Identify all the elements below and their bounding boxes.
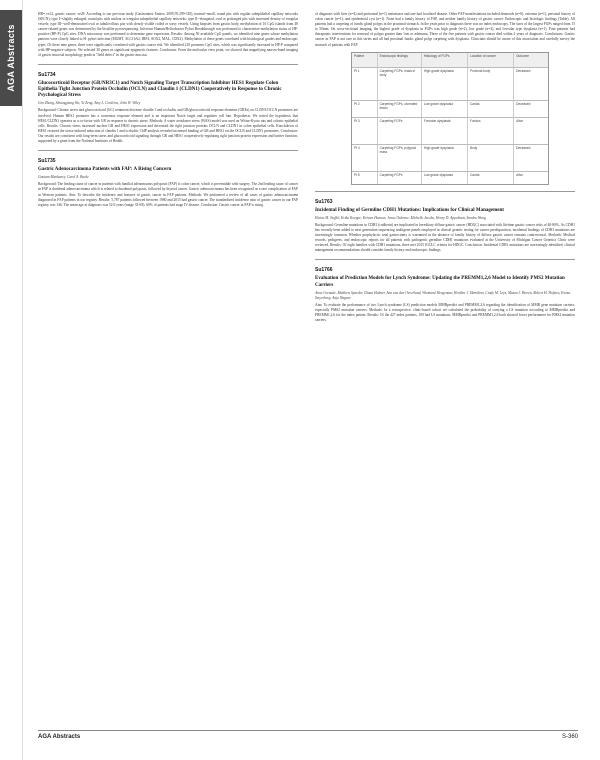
table-cell: Carpeting FGPs, polypoid mass (377, 145, 421, 171)
table-header-cell: Location of cancer (467, 53, 513, 67)
table-cell: Cardia (467, 172, 513, 184)
abstract-authors: Gautam Mankaney, Carol A. Burke (38, 175, 89, 180)
table-cell: Carpeting FGPs, ulcerated lesion (377, 101, 421, 117)
abstract-title: Incidental Finding of Germline CDH1 Mutations: Implications for Clinical Management (315, 207, 504, 213)
table-row (352, 144, 548, 171)
table-cell: Pt 5 (354, 172, 360, 177)
abstract-body: Background: Chronic stress and glucocorticoid (GC) treatment decrease claudin 1 and occludin, and GR/glucocorticoid response elements (GREs) on CLDN1/OCLN promoters are involved. Human HES1 promoter has a consensus response element and is an important Notch target and regulates cell fate. Hypothesis: We tested the hypothesis that HES1/CLDN1 operates as a co-factor with GR in response to chronic stress. Methods: A water avoidance stress (WAS) model was used on Wistar-Kyoto rats and colonic epithelial cells. Results: Chronic stress increased nuclear GR and HES1 expression and decreased the tight junction proteins OCLN and CLDN1 in colon epithelial cells. Knockdown of HES1 restored the stress-induced reduction of claudin 1 and occludin. ChIP analysis revealed increased binding of GR and HES1 on the OCLN and CLDN1 promoters. Conclusion: Our results are consistent with long-term stress and glucocorticoid signaling through GR and HES1 cooperatively regulating tight junction protein expression and barrier function, supported by a grant from the National Institutes of Health. (38, 108, 298, 144)
table-cell: Deceased (513, 68, 548, 100)
table-cell: Foveolar dysplasia (421, 118, 467, 144)
table-cell: Alive (513, 172, 548, 184)
abstract-authors: Elaine M. Stoffel, Erika Koeppe, Kristen Hanson, Jenae Osborne, Michelle Jacobs, Henry D. Appelman, Sandra Wong (315, 215, 486, 220)
page-footer (38, 730, 578, 740)
table-cell: Carpeting FGPs (377, 118, 421, 144)
table-header-cell: Endoscopic findings (377, 53, 421, 67)
divider (315, 259, 575, 260)
findings-table (351, 52, 549, 185)
table-cell: Deceased (513, 145, 548, 171)
right-intro-text: of diagnosis with liver (n=4) and peritoneal (n=1) metastases and one had localized disease. Other FAP manifestations included desmoids (n=6), osteoma (n=1), personal history of colon cancer (n=1), and epidermoid cyst (n=1). None had a family history of FAP, and neither family history of gastric cancer. Endoscopic and histologic findings (Table). All patients had a carpeting of fundic gland polyps in the proximal stomach. In the years prior to diagnosis there was no index endoscopy. The sizes of the largest FGPs ranged from 15 to 50mm. On cross-sectional imaging, the highest grade of dysplasia in FGPs was high grade (n=2), low grade (n=2), and foveolar type dysplasia (n=1). Four patients had therapeutic interventions for removal of polyps greater than 1cm or adenoma. Three of the five patients with gastric cancer died within 2 years of diagnosis. Conclusions: Gastric cancer in FAP is not rare in this series and all had proximal fundic gland polyp carpeting with dysplasia. Clinicians should be aware of this association and carefully survey the stomach of patients with FAP. (315, 12, 575, 47)
abstract-su1734 (38, 72, 298, 144)
table-cell: Deceased (513, 101, 548, 117)
divider (38, 64, 298, 65)
abstract-title: Evaluation of Prediction Models for Lynch Syndrome: Updating the PREMM1,2,6 Model to Identify PMS2 Mutation Carriers (315, 276, 565, 288)
table-header-cell: Histology of FGPs (421, 53, 467, 67)
right-column (315, 12, 575, 323)
table-row (352, 171, 548, 184)
table-cell: High grade dysplasia (421, 145, 467, 171)
table-header-row (352, 53, 548, 67)
table-header-cell: Patient (354, 53, 364, 58)
left-intro-text: HR= ve12, gastric cancer: ve28. According to our previous study (Gastrointest Endosc 2009;70:299-310), normal--small, round pits with regular subepithelial capillary networks (SECN); type I--slightly enlarged, round pits with unclear or irregular subepithelial capillary networks; type II--elongated, oval or prolonged pits with increased density of irregular vessels; type III--well-demarcated oval or tubulovillous pits with clearly visible coiled or wavy vessels. Using biopsies from gastric body, methylation of 16 CpG islands from 48 cancer-related genes was determined by the bisulfite pyrosequencing. Infection Human/Helicobacter Pylori Breakthrough was performed to characterize methylation status of HP-positive (HP-P) CpG sites. DNA microarray was performed to determine gene expression. Results: Among 50 available CpG panels, we identified nine genes whose methylation patterns were closely linked to H. pylori infection (MGMT, SLC16A2, IRF4, SOX2, MAL, CDX2). Methylation of these genes correlated with histological grades and endoscopic types. Of these nine genes, three were significantly correlated with gastric cancer risk. We identified 210 promoter CpG sites, which was significantly increased in HP-P compared with HP-negative subjects. We selected 30 genes as significant epigenetic features. Conclusion: From the molecular view point, we showed that magnifying narrow-band imaging of gastric mucosal morphology predicts "field defect" in the gastric mucosa. (38, 12, 298, 57)
table-cell: Carpeting FGPs (377, 172, 421, 184)
section-tab (0, 10, 22, 106)
abstract-su1766 (315, 267, 575, 323)
table-cell: Carpeting FGPs, mass in body (377, 68, 421, 100)
table-cell: High grade dysplasia (421, 68, 467, 100)
divider (38, 150, 298, 151)
abstract-su1763 (315, 199, 575, 254)
table-header-cell: Outcome (513, 53, 548, 67)
abstract-id: Su1734 (38, 71, 56, 78)
page-number: S-360 (561, 734, 578, 740)
table-cell: Pt 2 (354, 101, 360, 106)
table-row (352, 117, 548, 144)
table-cell: Cardia (467, 101, 513, 117)
abstract-id: Su1735 (38, 158, 56, 165)
footer-journal: AGA Abstracts (38, 734, 81, 740)
abstract-id: Su1763 (315, 198, 333, 205)
divider (315, 191, 575, 192)
table-cell: Proximal body (467, 68, 513, 100)
side-margin (0, 0, 23, 760)
table-cell: Alive (513, 118, 548, 144)
section-tab-label: AGA Abstracts (6, 24, 16, 92)
table-cell: Body (467, 145, 513, 171)
abstract-body: Background: The leading cause of cancer in patients with familial adenomatous polyposis (FAP) is colon cancer, which is preventable with surgery. The 2nd leading cause of cancer in FAP is duodenal adenocarcinoma which is related to duodenal polyposis, followed by thyroid cancer. Gastric adenocarcinoma has been recognized as a rare complication of FAP in Western patients. Aim: To describe the incidence and features of gastric cancer in FAP patients. Methods: We performed a review of all cases of gastric adenocarcinoma diagnosed in FAP patients in our registry. Results: 5,787 patients followed between 1980 and 2015 had gastric cancer. The standardized incidence ratio of gastric cancer in our FAP registry was 146. The mean age at diagnosis was 52.0 years (range 33-69); 60% of patients had stage IV disease. Conclusion: Gastric cancer in FAP is rising. (38, 182, 298, 207)
table-cell: Fundus (467, 118, 513, 144)
abstract-id: Su1766 (315, 267, 333, 274)
table-cell: Pt 3 (354, 118, 360, 123)
table-cell: Low grade dysplasia (421, 172, 467, 184)
table-cell: Pt 4 (354, 145, 360, 150)
abstract-authors: Gen Zheng, Shuangjiang Wu, Ye Zeng, Amy L. Cerdeira, John W. Wiley (38, 101, 141, 106)
table-row (352, 100, 548, 117)
left-column (38, 12, 298, 208)
table-cell: Low grade dysplasia (421, 101, 467, 117)
abstract-authors: Anne Grenade, Matthew Spaeder, Diana Hubner, Ana van den Oeverland, Wiemand Weegenaar, Heather J. Hamilton, Cindy M. Leys, Mason J. Brown, Robert H. Hofstra, Ewout Steyerberg, Anja Wagner (315, 290, 571, 300)
table-row (352, 67, 548, 100)
abstract-su1735 (38, 158, 298, 208)
abstract-title: Gastric Adenocarcinoma Patients with FAP: A Rising Concern (38, 167, 172, 173)
abstract-body: Background: Germline mutations in CDH1 (cadherin) are implicated in hereditary diffuse gastric cancer (HDGC) associated with lifetime gastric cancer risks of 40-80%. As CDH1 has recently been added to next generation sequencing multigene panels employed in clinical genetic testing for cancer predisposition, incidental findings of CDH1 mutations are increasingly common. Whether prophylactic total gastrectomy is warranted in the absence of family history of diffuse gastric cancer remains controversial. Methods: Medical records, pedigrees, and endoscopic reports for all patients with pathogenic germline CDH1 mutations evaluated at the University of Michigan Cancer Genetics Clinic were reviewed. Results: Of eight families with CDH1 mutations, three met 2015 IGCLC criteria for HDGC. Conclusion: Incidental CDH1 mutations are increasingly identified; clinical management recommendations should consider family history and endoscopic findings. (315, 222, 575, 253)
table-cell: Pt 1 (354, 68, 360, 73)
abstract-body: Aim: To evaluate the performance of two Lynch syndrome (LS) prediction models MMRpredict and PREMM1,2,6 regarding the identification of MMR gene mutation carriers, especially PMS2 mutation carriers. Methods: In a retrospective, clinic-based cohort we calculated the probability of carrying a LS mutation according to MMRpredict and PREMM1,2,6 for the index patient. Results: Of the 427 index patients, 100 had LS mutations. MMRpredict and PREMM1,2,6 both showed lower performance for PMS2 mutation carriers. (315, 302, 575, 323)
abstract-title: Glucocorticoid Receptor (GR/NR3C1) and Notch Signaling Target Transcription Inhibitor HES1 Regulate Colon Epithelia Tight Junction Protein Occludin (OCLN) and Claudin 1 (CLDN1) Cooperatively in Response to Chronic Psychological Stress (38, 80, 282, 99)
